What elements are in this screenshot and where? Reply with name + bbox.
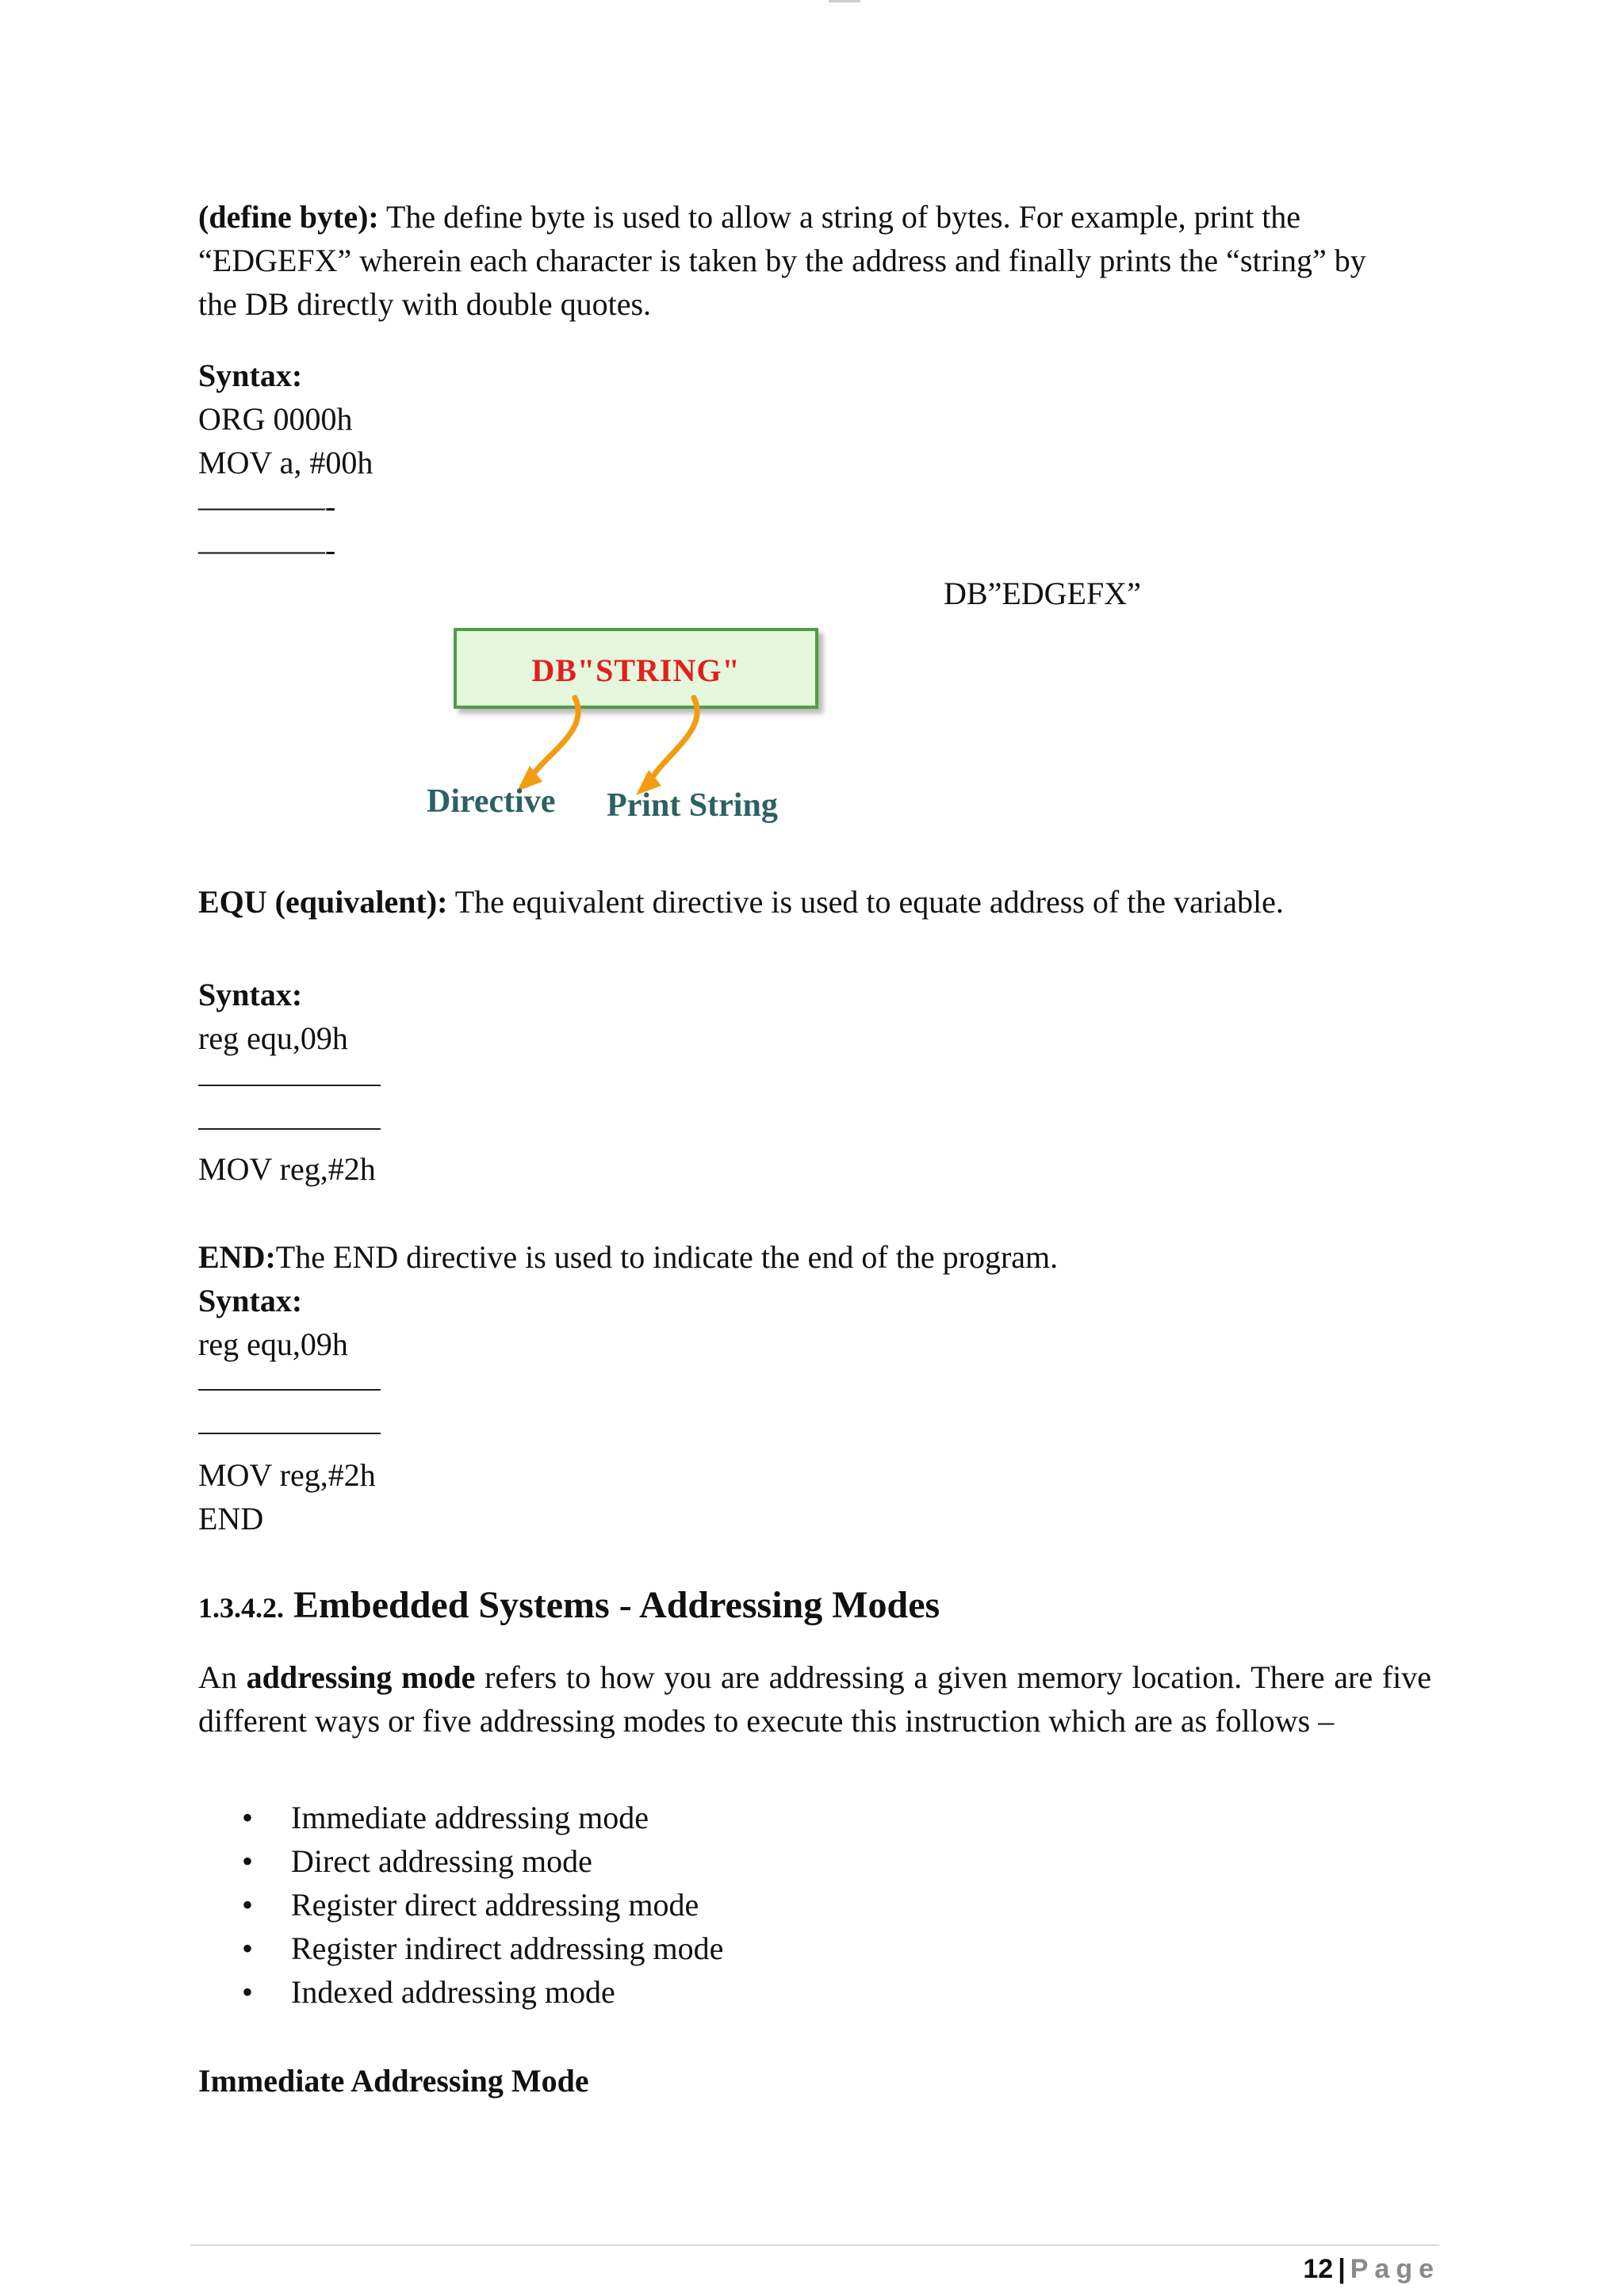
end-code-line-1: reg equ,09h [198,1326,348,1362]
section-heading [198,1582,940,1632]
list-item-label: Immediate addressing mode [291,1800,649,1835]
list-item [198,1970,723,2014]
bullet-icon: • [242,1931,254,1966]
addressing-intro [198,1655,1431,1743]
db-code-line-4: ————- [198,532,336,568]
print-string-arrow [650,698,697,781]
top-edge-mark [829,0,860,2]
print-string-label: Print String [607,787,778,824]
equ-blank-line-1 [198,1085,381,1086]
list-item-label: Register indirect addressing mode [291,1931,724,1966]
page-word: Page [1350,2254,1440,2284]
list-item [198,1796,723,1839]
equ-code-line-1: reg equ,09h [198,1020,348,1056]
page-number: 12 [1303,2254,1334,2284]
end-code-mov: MOV reg,#2h [198,1457,376,1493]
end-term: END: [198,1239,276,1275]
end-syntax-label: Syntax: [198,1283,303,1318]
bullet-icon: • [242,1800,254,1835]
db-syntax-label: Syntax: [198,358,303,393]
intro-prefix: An [198,1659,247,1695]
list-item-label: Register direct addressing mode [291,1887,699,1923]
section-number: 1.3.4.2. [198,1592,284,1624]
equ-description: The equivalent directive is used to equate address of the variable. [447,884,1284,920]
db-code-line-3: ————- [198,488,336,524]
db-paragraph-line-1 [198,195,1300,239]
db-description-3: the DB directly with double quotes. [198,286,652,322]
page-footer [1303,2252,1440,2286]
directive-label: Directive [427,783,556,820]
list-item-label: Indexed addressing mode [291,1974,615,2010]
db-code-line-1: ORG 0000h [198,401,353,437]
db-string-diagram [412,618,856,840]
end-paragraph [198,1235,1058,1279]
intro-bold-term: addressing mode [246,1659,476,1695]
section-title: Embedded Systems - Addressing Modes [293,1584,940,1626]
bullet-icon: • [242,1843,254,1879]
list-item [198,1927,723,1970]
list-item [198,1839,723,1883]
db-description-1: The define byte is used to allow a string of bytes. For example, print the [378,199,1301,235]
end-code-end: END [198,1501,264,1536]
db-code-line-2: MOV a, #00h [198,445,373,480]
addressing-modes-list [198,1796,723,2014]
intro-rest: refers to how you are addressing a given memory location. There are five different ways or five addressing modes to execute this instruction which are as follows – [198,1659,1432,1739]
end-blank-line-2 [198,1433,381,1434]
db-term: (define byte): [198,199,379,235]
equ-term: EQU (equivalent): [198,884,448,920]
equ-paragraph [198,880,1284,924]
db-string-label: DB"STRING" [531,652,741,688]
directive-arrow [531,698,578,777]
db-description-2: “EDGEFX” wherein each character is taken by the address and finally prints the “string” by [198,243,1366,278]
bullet-icon: • [242,1887,254,1923]
equ-code-line-last: MOV reg,#2h [198,1151,376,1187]
end-blank-line-1 [198,1389,381,1391]
footer-separator: | [1338,2254,1346,2284]
list-item [198,1883,723,1927]
bullet-icon: • [242,1974,254,2010]
immediate-mode-heading: Immediate Addressing Mode [198,2063,589,2099]
equ-blank-line-2 [198,1128,381,1130]
list-item-label: Direct addressing mode [291,1843,592,1879]
end-description: The END directive is used to indicate the end of the program. [275,1239,1059,1275]
db-example: DB”EDGEFX” [944,576,1141,611]
footer-rule [190,2244,1439,2246]
equ-syntax-label: Syntax: [198,977,303,1012]
